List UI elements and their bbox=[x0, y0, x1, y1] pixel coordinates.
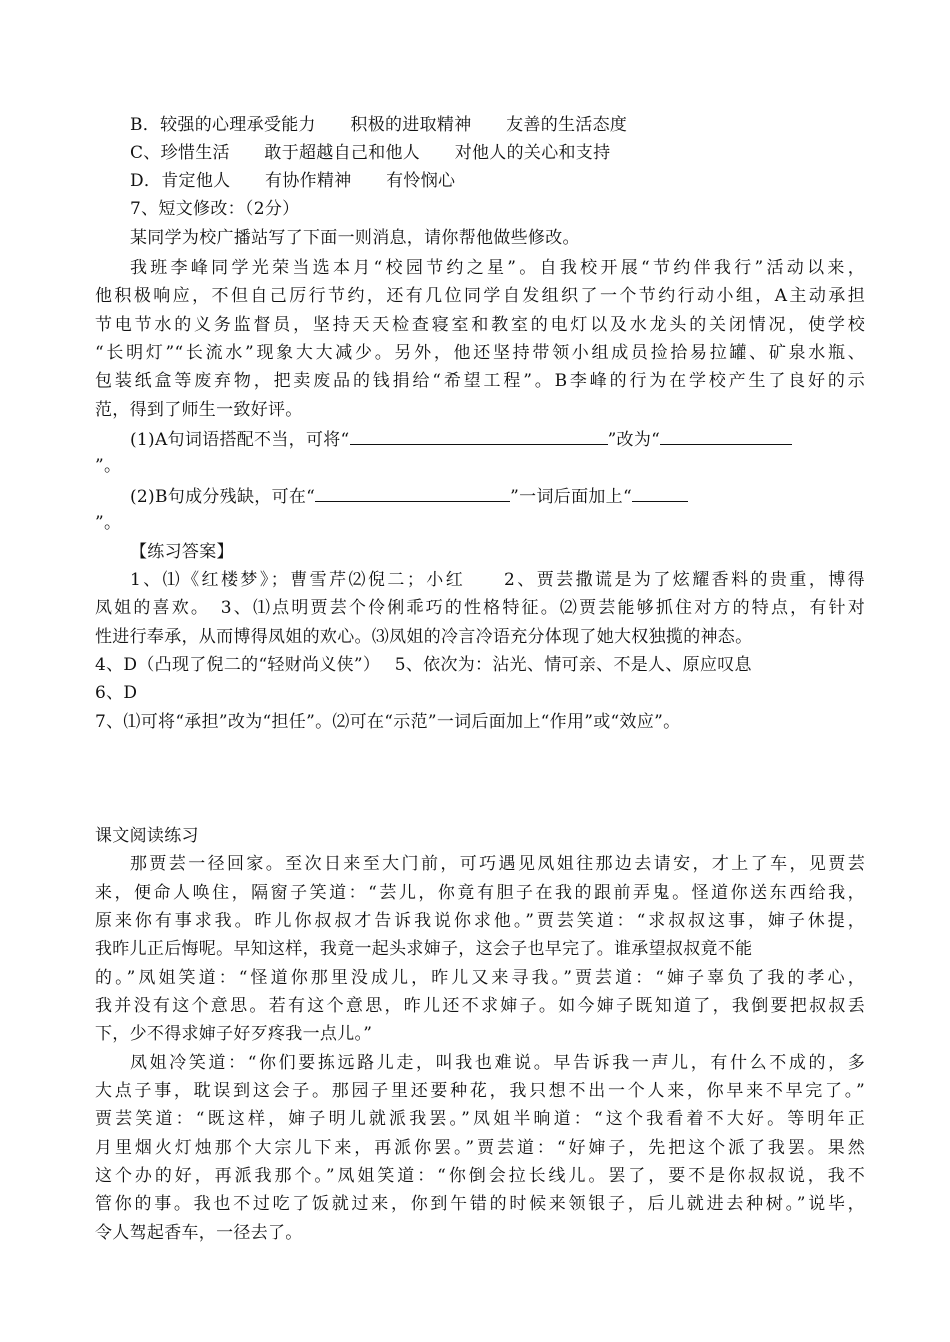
reading-line: 我并没有这个意思。若有这个意思，昨儿还不求婶子。如今婶子既知道了，我倒要把叔叔丢 bbox=[95, 996, 865, 1016]
reading-line: 来，便命人唤住，隔窗子笑道：“芸儿，你竟有胆子在我的跟前弄鬼。怪道你送东西给我， bbox=[95, 883, 865, 903]
reading-line: 下，少不得求婶子好歹疼我一点儿。” bbox=[95, 1024, 373, 1044]
passage-line: 他积极响应，不但自己厉行节约，还有几位同学自发组织了一个节约行动小组，A主动承担 bbox=[95, 286, 865, 306]
reading-line: 原来你有事求我。昨儿你叔叔才告诉我说你求他。”贾芸笑道：“求叔叔这事，婶子休提， bbox=[95, 911, 865, 931]
q7-title: 7、短文修改：（2分） bbox=[130, 199, 300, 219]
reading-line: 这个办的好，再派我那个。”凤姐笑道：“你倒会拉长线儿。罢了，要不是你叔叔说，我不 bbox=[95, 1166, 865, 1186]
passage-line: 节电节水的义务监督员，坚持天天检查寝室和教室的电灯以及水龙头的关闭情况，使学校 bbox=[95, 315, 865, 335]
reading-line: 管你的事。我也不过吃了饭就过来，你到午错的时候来领银子，后儿就进去种树。”说毕， bbox=[95, 1194, 865, 1214]
reading-line: 令人驾起香车，一径去了。 bbox=[95, 1223, 303, 1243]
subquestion-1-end: ”。 bbox=[95, 456, 122, 476]
answer-line: 1、⑴《红楼梦》；曹雪芹⑵倪二；小红 2、贾芸撒谎是为了炫耀香料的贵重，博得 bbox=[130, 570, 865, 590]
q7-intro: 某同学为校广播站写了下面一则消息，请你帮他做些修改。 bbox=[130, 228, 580, 248]
passage-line: 包装纸盒等废弃物，把卖废品的钱捐给“希望工程”。B李峰的行为在学校产生了良好的示 bbox=[95, 371, 865, 391]
option-d: D．肯定他人 有协作精神 有怜悯心 bbox=[130, 171, 456, 191]
answer-blank-1a[interactable] bbox=[350, 426, 608, 445]
passage-line: “长明灯”“长流水”现象大大减少。另外，他还坚持带领小组成员捡拾易拉罐、矿泉水瓶、 bbox=[95, 343, 865, 363]
answer-line: 4、D（凸现了倪二的“轻财尚义侠”） 5、依次为：沾光、情可亲、不是人、原应叹息 bbox=[95, 655, 752, 675]
answer-line: 6、D bbox=[95, 683, 138, 703]
answer-blank-2b[interactable] bbox=[632, 483, 688, 502]
answer-blank-2a[interactable] bbox=[315, 483, 510, 502]
option-c: C、珍惜生活 敢于超越自己和他人 对他人的关心和支持 bbox=[130, 143, 611, 163]
option-b: B．较强的心理承受能力 积极的进取精神 友善的生活态度 bbox=[130, 115, 628, 135]
passage-line: 我班李峰同学光荣当选本月“校园节约之星”。自我校开展“节约伴我行”活动以来， bbox=[130, 258, 865, 278]
reading-title: 课文阅读练习 bbox=[95, 826, 199, 846]
answer-line: 7、⑴可将“承担”改为“担任”。⑵可在“示范”一词后面加上“作用”或“效应”。 bbox=[95, 712, 681, 732]
passage-line: 范，得到了师生一致好评。 bbox=[95, 400, 303, 420]
subquestion-2: (2)B句成分残缺，可在“ ”一词后面加上“ bbox=[130, 483, 688, 509]
answer-line: 凤姐的喜欢。 3、⑴点明贾芸个伶俐乖巧的性格特征。⑵贾芸能够抓住对方的特点，有针对 bbox=[95, 598, 865, 618]
reading-line: 贾芸笑道：“既这样，婶子明儿就派我罢。”凤姐半晌道：“这个我看着不大好。等明年正 bbox=[95, 1109, 865, 1129]
answer-line: 性进行奉承，从而博得凤姐的欢心。⑶凤姐的冷言冷语充分体现了她大权独揽的神态。 bbox=[95, 627, 753, 647]
reading-line: 大点子事，耽误到这会子。那园子里还要种花，我只想不出一个人来，你早来不早完了。” bbox=[95, 1081, 865, 1101]
reading-line: 我昨儿正后悔呢。早知这样，我竟一起头求婶子，这会子也早完了。谁承望叔叔竟不能 bbox=[95, 939, 753, 959]
reading-line: 那贾芸一径回家。至次日来至大门前，可巧遇见凤姐往那边去请安，才上了车，见贾芸 bbox=[130, 854, 865, 874]
answer-blank-1b[interactable] bbox=[660, 426, 792, 445]
reading-line: 凤姐冷笑道：“你们要拣远路儿走，叫我也难说。早告诉我一声儿，有什么不成的，多 bbox=[130, 1053, 865, 1073]
reading-line: 的。”凤姐笑道：“怪道你那里没成儿，昨儿又来寻我。”贾芸道：“婶子辜负了我的孝心， bbox=[95, 968, 865, 988]
subquestion-2-end: ”。 bbox=[95, 513, 122, 533]
answers-heading: 【练习答案】 bbox=[130, 542, 234, 562]
reading-line: 月里烟火灯烛那个大宗儿下来，再派你罢。”贾芸道：“好婶子，先把这个派了我罢。果然 bbox=[95, 1138, 865, 1158]
subquestion-1: (1)A句词语搭配不当，可将“ ”改为“ bbox=[130, 426, 792, 452]
